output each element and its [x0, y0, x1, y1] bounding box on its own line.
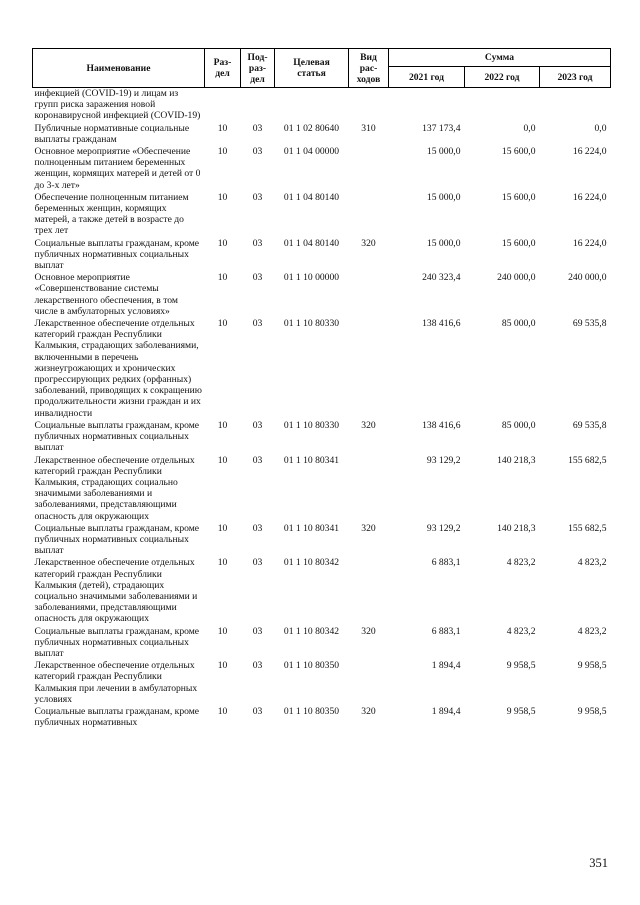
table-row	[33, 318, 611, 420]
row-name: Социальные выплаты гражданам, кроме публичных нормативных социальных выплат	[34, 625, 200, 659]
row-2023: 69 535,8	[572, 318, 607, 330]
row-kind: 320	[361, 522, 376, 534]
row-kind: 310	[361, 122, 376, 134]
budget-table	[32, 48, 611, 729]
row-2022: 4 823,2	[506, 625, 536, 637]
row-section: 10	[217, 557, 228, 569]
row-2023: 16 224,0	[572, 146, 607, 158]
row-2021	[389, 88, 465, 123]
row-target: 01 1 10 80341	[283, 522, 340, 534]
row-section: 10	[217, 660, 228, 672]
row-subsection	[241, 88, 275, 123]
row-2022: 240 000,0	[497, 272, 536, 284]
row-2022: 140 218,3	[497, 454, 536, 466]
row-subsection: 03	[252, 237, 263, 249]
row-section: 10	[217, 625, 228, 637]
row-section: 10	[217, 318, 228, 330]
row-name: инфекцией (COVID-19) и лицам из групп риска заражения новой коронавирусной инфекцией (COVID-19)	[34, 88, 201, 122]
row-kind	[349, 660, 389, 706]
row-kind	[349, 272, 389, 318]
row-target: 01 1 10 80330	[283, 419, 340, 431]
row-2022: 15 600,0	[501, 191, 536, 203]
row-kind	[349, 146, 389, 192]
table-header	[33, 49, 611, 88]
row-name: Лекарственное обеспечение отдельных категорий граждан Республики Калмыкия, страдающих заболеваниями, включенными в перечень жизнеугрожающих и хронических прогрессирующих редких (орфанных) заболеваний, приводящих к сокращению продолжительности жизни граждан и их инвалидности	[34, 318, 202, 419]
row-2023: 16 224,0	[572, 191, 607, 203]
row-subsection: 03	[252, 191, 263, 203]
row-2023: 4 823,2	[577, 625, 607, 637]
row-2021: 6 883,1	[431, 625, 461, 637]
row-target: 01 1 10 80342	[283, 625, 340, 637]
row-target: 01 1 10 80330	[283, 318, 340, 330]
table-row	[33, 455, 611, 523]
row-subsection: 03	[252, 146, 263, 158]
row-subsection: 03	[252, 122, 263, 134]
header-section: Раз- дел	[205, 49, 241, 88]
row-target: 01 1 10 80342	[283, 557, 340, 569]
row-kind: 320	[361, 625, 376, 637]
table-body	[33, 88, 611, 730]
row-target: 01 1 04 80140	[283, 237, 340, 249]
row-subsection: 03	[252, 660, 263, 672]
row-2021: 138 416,6	[422, 318, 461, 330]
row-subsection: 03	[252, 625, 263, 637]
row-section: 10	[217, 122, 228, 134]
table-row	[33, 192, 611, 238]
row-kind	[349, 455, 389, 523]
header-2021: 2021 год	[389, 67, 465, 88]
row-target: 01 1 10 80341	[283, 454, 340, 466]
row-2022: 0,0	[523, 122, 536, 134]
table-row	[33, 706, 611, 729]
row-name: Основное мероприятие «Обеспечение полноценным питанием беременных женщин, кормящих матерей и детей от 0 до 3-х лет»	[34, 146, 201, 191]
row-name: Обеспечение полноценным питанием беременных женщин, кормящих матерей, а также детей в возрасте до трех лет	[34, 191, 189, 237]
row-kind	[349, 318, 389, 420]
header-subsection: Под- раз- дел	[241, 49, 275, 88]
row-target: 01 1 10 80350	[283, 705, 340, 717]
row-2021: 6 883,1	[431, 557, 461, 569]
header-2022: 2022 год	[465, 67, 540, 88]
row-subsection: 03	[252, 419, 263, 431]
row-2022: 9 958,5	[506, 660, 536, 672]
row-kind: 320	[361, 705, 376, 717]
row-kind: 320	[361, 419, 376, 431]
row-kind: 320	[361, 237, 376, 249]
table-row	[33, 420, 611, 455]
row-name: Лекарственное обеспечение отдельных категорий граждан Республики Калмыкия при лечении в амбулаторных условиях	[34, 660, 198, 705]
row-2023: 4 823,2	[577, 557, 607, 569]
row-section: 10	[217, 146, 228, 158]
table-row	[33, 557, 611, 625]
row-name: Лекарственное обеспечение отдельных категорий граждан Республики Калмыкия, страдающих социально значимыми заболеваниями и заболеваниями, представляющими опасность для окружающих	[34, 454, 195, 522]
row-target: 01 1 10 80350	[283, 660, 340, 672]
row-target: 01 1 04 00000	[283, 146, 340, 158]
row-kind	[349, 192, 389, 238]
row-2022: 15 600,0	[501, 146, 536, 158]
table-row	[33, 146, 611, 192]
row-2022	[465, 88, 540, 123]
row-name: Лекарственное обеспечение отдельных категорий граждан Республики Калмыкия (детей), страдающих социально значимыми заболеваниями и заболеваниями, представляющими опасность для окружающих	[34, 557, 198, 625]
row-name: Социальные выплаты гражданам, кроме публичных нормативных социальных выплат	[34, 522, 200, 557]
row-section: 10	[217, 272, 228, 284]
header-sum: Сумма	[389, 49, 611, 67]
table-row	[33, 88, 611, 123]
row-subsection: 03	[252, 705, 263, 717]
row-target: 01 1 02 80640	[283, 122, 340, 134]
header-kind: Вид рас- ходов	[349, 49, 389, 88]
row-2023: 9 958,5	[577, 660, 607, 672]
row-2023: 155 682,5	[568, 454, 607, 466]
header-name: Наименование	[33, 49, 205, 88]
row-2023: 240 000,0	[568, 272, 607, 284]
row-2023: 0,0	[594, 122, 607, 134]
table-row	[33, 272, 611, 318]
row-subsection: 03	[252, 522, 263, 534]
row-2023: 9 958,5	[577, 705, 607, 717]
row-2022: 15 600,0	[501, 237, 536, 249]
row-2021: 15 000,0	[426, 237, 461, 249]
row-subsection: 03	[252, 272, 263, 284]
row-section: 10	[217, 191, 228, 203]
table-row	[33, 238, 611, 273]
row-2021: 15 000,0	[426, 146, 461, 158]
row-target: 01 1 04 80140	[283, 191, 340, 203]
row-2021: 1 894,4	[431, 705, 461, 717]
row-section: 10	[217, 237, 228, 249]
row-2023: 16 224,0	[572, 237, 607, 249]
row-2022: 140 218,3	[497, 522, 536, 534]
row-2021: 93 129,2	[426, 522, 461, 534]
row-2023: 155 682,5	[568, 522, 607, 534]
row-section: 10	[217, 419, 228, 431]
row-2021: 240 323,4	[422, 272, 461, 284]
row-2021: 1 894,4	[431, 660, 461, 672]
row-2021: 93 129,2	[426, 454, 461, 466]
table-row	[33, 660, 611, 706]
row-target: 01 1 10 00000	[283, 272, 340, 284]
row-section: 10	[217, 705, 228, 717]
page-number: 351	[589, 856, 608, 870]
row-2022: 9 958,5	[506, 705, 536, 717]
row-kind	[349, 557, 389, 625]
row-section	[205, 88, 241, 123]
row-2021: 138 416,6	[422, 419, 461, 431]
table-row	[33, 123, 611, 146]
header-target: Целевая статья	[275, 49, 349, 88]
row-subsection: 03	[252, 454, 263, 466]
row-name: Социальные выплаты гражданам, кроме публичных нормативных социальных выплат	[34, 237, 200, 272]
row-2022: 85 000,0	[501, 318, 536, 330]
table-row	[33, 626, 611, 661]
row-name: Основное мероприятие «Совершенствование системы лекарственного обеспечения, в том числе в амбулаторных условиях»	[34, 272, 178, 317]
row-2022: 4 823,2	[506, 557, 536, 569]
header-2023: 2023 год	[540, 67, 611, 88]
row-2023	[540, 88, 611, 123]
row-target	[275, 88, 349, 123]
row-section: 10	[217, 522, 228, 534]
row-subsection: 03	[252, 318, 263, 330]
row-2021: 137 173,4	[422, 122, 461, 134]
row-2022: 85 000,0	[501, 419, 536, 431]
row-name: Социальные выплаты гражданам, кроме публичных нормативных	[34, 705, 200, 729]
row-2023: 69 535,8	[572, 419, 607, 431]
table-row	[33, 523, 611, 558]
row-kind	[349, 88, 389, 123]
row-section: 10	[217, 454, 228, 466]
row-name: Социальные выплаты гражданам, кроме публичных нормативных социальных выплат	[34, 419, 200, 454]
row-2021: 15 000,0	[426, 191, 461, 203]
row-subsection: 03	[252, 557, 263, 569]
row-name: Публичные нормативные социальные выплаты гражданам	[34, 122, 190, 145]
